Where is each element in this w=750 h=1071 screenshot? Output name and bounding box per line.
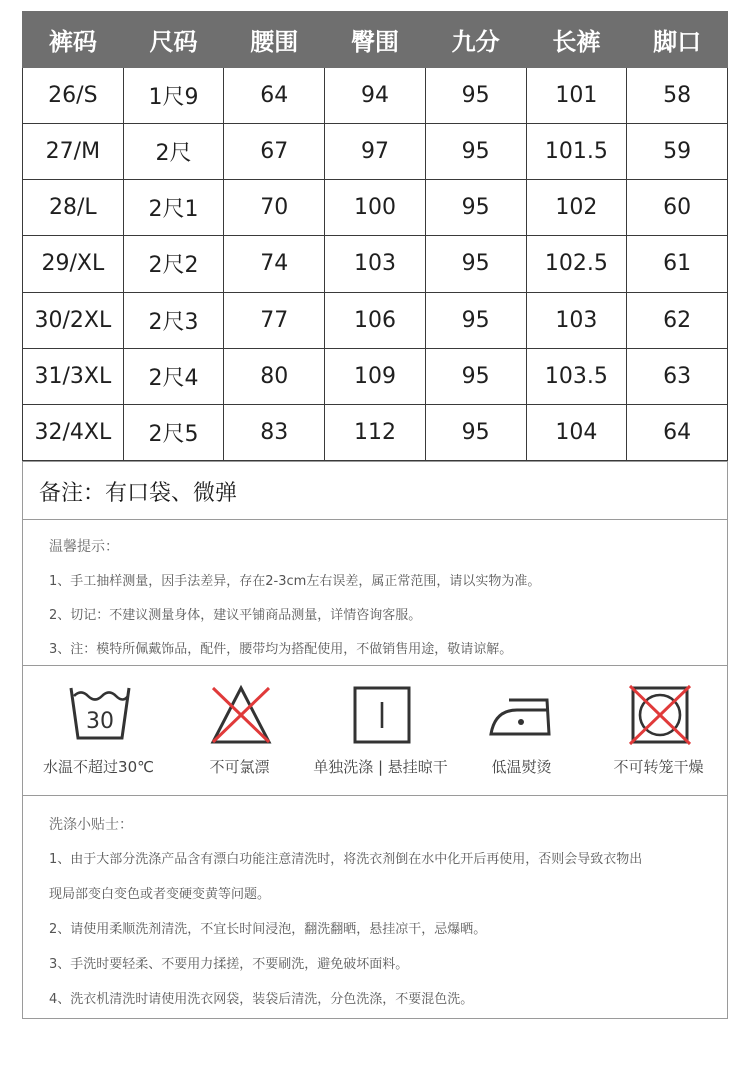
wash-30-icon xyxy=(68,684,132,746)
remark-row xyxy=(23,462,727,520)
table-cell: 2尺4 xyxy=(123,348,224,404)
table-cell: 28/L xyxy=(23,180,124,236)
table-cell: 101 xyxy=(526,68,627,124)
table-cell: 27/M xyxy=(23,124,124,180)
tips-section xyxy=(23,520,727,666)
table-cell: 2尺5 xyxy=(123,404,224,460)
table-row xyxy=(23,236,728,292)
size-table xyxy=(22,11,728,461)
table-cell: 95 xyxy=(425,292,526,348)
table-cell: 26/S xyxy=(23,68,124,124)
wash-tip-line: 3、手洗时要轻柔、不要用力揉搓，不要刷洗，避免破坏面料。 xyxy=(49,957,409,972)
wash-tip-line: 2、请使用柔顺洗剂清洗，不宜长时间浸泡，翻洗翻晒，悬挂凉干，忌爆晒。 xyxy=(49,922,487,937)
size-table-header-row xyxy=(23,12,728,68)
tip-line: 1、手工抽样测量，因手法差异，存在2-3cm左右误差，属正常范围，请以实物为准。 xyxy=(49,574,541,589)
wash-temperature-number: 30 xyxy=(86,709,114,734)
care-item-no-tumble-dry xyxy=(588,666,729,796)
table-cell: 95 xyxy=(425,68,526,124)
table-cell: 63 xyxy=(627,348,728,404)
care-label: 低温熨烫 xyxy=(491,758,552,776)
table-cell: 31/3XL xyxy=(23,348,124,404)
table-cell: 83 xyxy=(224,404,325,460)
header-leg-opening: 脚口 xyxy=(627,12,728,68)
tip-line: 2、切记：不建议测量身体，建议平铺商品测量，详情咨询客服。 xyxy=(49,608,422,623)
remark-text: 备注：有口袋、微弹 xyxy=(39,481,238,506)
table-row xyxy=(23,404,728,460)
care-item-no-bleach xyxy=(169,666,310,796)
table-cell: 103.5 xyxy=(526,348,627,404)
table-cell: 62 xyxy=(627,292,728,348)
header-waist: 腰围 xyxy=(224,12,325,68)
table-cell: 59 xyxy=(627,124,728,180)
care-icons-row xyxy=(23,666,727,796)
table-cell: 64 xyxy=(224,68,325,124)
table-cell: 61 xyxy=(627,236,728,292)
table-row xyxy=(23,180,728,236)
table-cell: 94 xyxy=(325,68,426,124)
table-cell: 103 xyxy=(325,236,426,292)
no-tumble-dry-icon xyxy=(628,684,692,746)
no-bleach-icon xyxy=(209,684,273,746)
table-cell: 106 xyxy=(325,292,426,348)
wash-tips-title: 洗涤小贴士： xyxy=(49,817,133,833)
header-size: 尺码 xyxy=(123,12,224,68)
table-cell: 77 xyxy=(224,292,325,348)
header-pants-size: 裤码 xyxy=(23,12,124,68)
table-cell: 74 xyxy=(224,236,325,292)
table-cell: 102 xyxy=(526,180,627,236)
wash-tip-line: 1、由于大部分洗涤产品含有漂白功能注意清洗时，将洗衣剂倒在水中化开后再使用，否则会导致衣物出 xyxy=(49,852,643,867)
table-cell: 2尺 xyxy=(123,124,224,180)
low-iron-icon xyxy=(487,684,557,746)
table-cell: 2尺1 xyxy=(123,180,224,236)
care-label: 水温不超过30℃ xyxy=(43,758,154,776)
table-cell: 95 xyxy=(425,180,526,236)
table-cell: 58 xyxy=(627,68,728,124)
care-item-low-iron xyxy=(451,666,592,796)
table-cell: 95 xyxy=(425,236,526,292)
table-cell: 29/XL xyxy=(23,236,124,292)
wash-tip-line: 4、洗衣机清洗时请使用洗衣网袋，装袋后清洗，分色洗涤，不要混色洗。 xyxy=(49,992,474,1007)
table-cell: 103 xyxy=(526,292,627,348)
table-cell: 95 xyxy=(425,404,526,460)
tip-line: 3、注：模特所佩戴饰品，配件，腰带均为搭配使用，不做销售用途，敬请谅解。 xyxy=(49,642,513,657)
table-cell: 67 xyxy=(224,124,325,180)
care-item-wash xyxy=(28,666,169,796)
table-cell: 64 xyxy=(627,404,728,460)
table-cell: 102.5 xyxy=(526,236,627,292)
table-cell: 1尺9 xyxy=(123,68,224,124)
header-ninth-length: 九分 xyxy=(425,12,526,68)
care-label: 不可转笼干燥 xyxy=(613,758,704,776)
header-hip: 臀围 xyxy=(325,12,426,68)
table-cell: 95 xyxy=(425,124,526,180)
hang-dry-icon xyxy=(350,684,414,746)
table-cell: 95 xyxy=(425,348,526,404)
care-label: 不可氯漂 xyxy=(209,758,270,776)
notes-box xyxy=(22,461,728,1019)
table-row xyxy=(23,124,728,180)
table-row xyxy=(23,68,728,124)
table-cell: 101.5 xyxy=(526,124,627,180)
table-cell: 112 xyxy=(325,404,426,460)
table-cell: 104 xyxy=(526,404,627,460)
table-cell: 109 xyxy=(325,348,426,404)
table-cell: 70 xyxy=(224,180,325,236)
table-cell: 80 xyxy=(224,348,325,404)
header-full-length: 长裤 xyxy=(526,12,627,68)
table-cell: 30/2XL xyxy=(23,292,124,348)
table-cell: 32/4XL xyxy=(23,404,124,460)
wash-tips-section xyxy=(23,796,727,1020)
care-label: 单独洗涤 | 悬挂晾干 xyxy=(313,758,448,776)
care-item-hang-dry xyxy=(310,666,451,796)
table-cell: 2尺2 xyxy=(123,236,224,292)
table-cell: 60 xyxy=(627,180,728,236)
tips-title: 温馨提示： xyxy=(49,539,119,555)
wash-tip-line: 现局部变白变色或者变硬变黄等问题。 xyxy=(49,887,271,902)
table-cell: 100 xyxy=(325,180,426,236)
table-cell: 97 xyxy=(325,124,426,180)
table-cell: 2尺3 xyxy=(123,292,224,348)
table-row xyxy=(23,292,728,348)
table-row xyxy=(23,348,728,404)
